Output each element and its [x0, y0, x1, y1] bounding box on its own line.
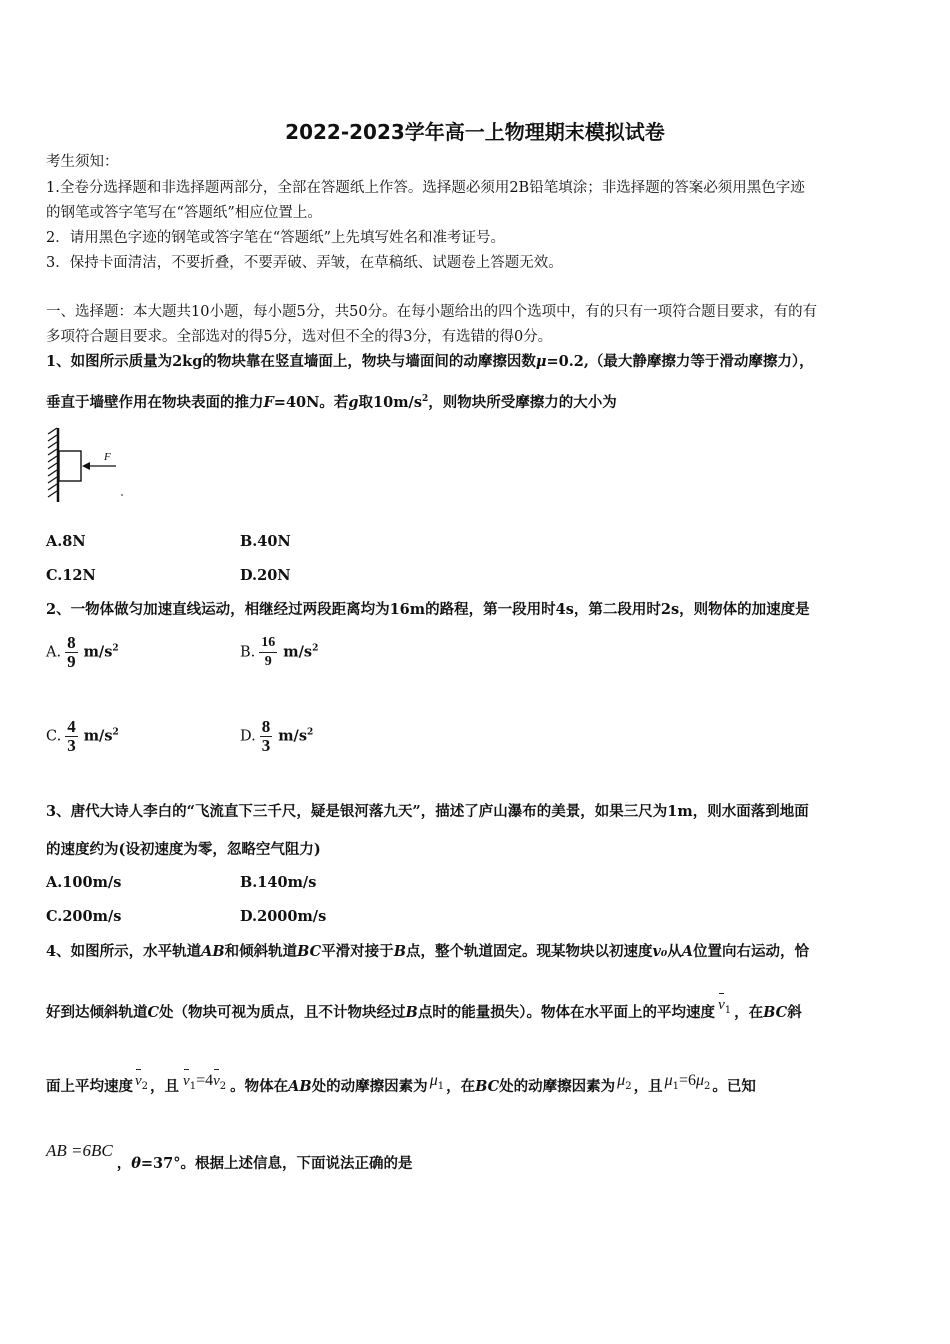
q4-text: 点，整个轨道固定。现某物块以初速度 — [405, 943, 653, 960]
q4-c: C — [147, 1004, 160, 1021]
subscript: 2 — [625, 1080, 632, 1092]
numerator: 16 — [259, 634, 277, 653]
q4-text: 处的动摩擦因素为 — [311, 1078, 428, 1095]
unit-superscript: 2 — [312, 643, 319, 654]
page-title: 2022-2023学年高一上物理期末模拟试卷 — [285, 120, 665, 144]
q4-text: 位置向右运动，恰 — [693, 943, 809, 960]
q4-bc: BC — [297, 943, 322, 960]
force-arrow-head — [82, 462, 90, 470]
q4-b: B — [405, 1004, 418, 1021]
q4-a: A — [681, 943, 693, 960]
equation-op: =6 — [678, 1072, 697, 1089]
q1-stem-line2 — [46, 389, 908, 413]
q1-text: ，则物块所受摩擦力的大小为 — [428, 393, 617, 411]
q4-text: 处（物块可视为质点，且不计物块经过 — [159, 1004, 406, 1021]
option-letter: C. — [46, 728, 62, 745]
numerator: 8 — [261, 717, 271, 736]
subscript: 2 — [704, 1080, 711, 1092]
unit-superscript: 2 — [112, 643, 119, 654]
unit: m/s — [278, 727, 308, 745]
mu-symbol: μ — [617, 1072, 626, 1089]
section-1-intro: 一、选择题：本大题共10小题，每小题5分，共50分。在每小题给出的四个选项中，有的只有一项符合题目要求，有的有 — [46, 304, 818, 320]
q2-stem: 2、一物体做匀加速直线运动，相继经过两段距离均为16m的路程，第一段用时4s，第二段用时2s，则物体的加速度是 — [46, 601, 810, 618]
q1-stem-line1 — [46, 352, 908, 372]
q4-text: 。已知 — [712, 1078, 756, 1095]
fraction — [65, 634, 78, 671]
unit: m/s — [83, 727, 113, 745]
unit: m/s — [283, 643, 313, 661]
denominator: 3 — [261, 736, 271, 755]
q4-text: 点时的能量损失）。物体在水平面上的平均速度 — [417, 1004, 716, 1021]
q4-bc: BC — [475, 1078, 500, 1095]
equation-op: =4 — [196, 1072, 214, 1089]
v-bar: v — [135, 1073, 142, 1089]
option-letter: D. — [240, 728, 256, 745]
q4-text: 。物体在 — [230, 1078, 289, 1095]
numerator: 8 — [67, 633, 76, 652]
q1-text: =40N。若 — [273, 393, 349, 411]
q1-mu: μ — [535, 353, 547, 370]
subscript: 1 — [724, 1004, 732, 1016]
length-equation: AB =6BC — [46, 1141, 113, 1160]
q3-option-b: B.140m/s — [240, 874, 317, 891]
notice-item-2: 2．请用黑色字迹的钢笔或答字笔在“答题纸”上先填写姓名和准考证号。 — [46, 230, 506, 246]
q4-text: 斜 — [787, 1004, 802, 1021]
option-letter: A. — [46, 644, 62, 661]
q4-text: ，在 — [446, 1078, 476, 1095]
q4-text: 从 — [667, 943, 682, 960]
q1-text: 取10m/s — [358, 393, 423, 411]
subscript: 1 — [672, 1080, 679, 1092]
q2-option-a — [46, 634, 119, 671]
subscript: 2 — [141, 1080, 149, 1092]
q4-stem-line4 — [46, 1141, 908, 1174]
q4-text: 4、如图所示，水平轨道 — [46, 943, 202, 960]
wall-hatching — [48, 428, 57, 497]
notice-item-1-cont: 的钢笔或答字笔写在“答题纸”相应位置上。 — [46, 205, 322, 221]
q3-option-a: A.100m/s — [46, 874, 122, 891]
notice-heading: 考生须知： — [46, 154, 119, 170]
q1-text: 1、如图所示质量为2kg的物块靠在竖直墙面上，物块与墙面间的动摩擦因数 — [46, 353, 536, 370]
notice-item-1: 1.全卷分选择题和非选择题两部分，全部在答题纸上作答。选择题必须用2B铅笔填涂；非选择题的答案必须用黑色字迹 — [46, 180, 805, 196]
force-label: F — [104, 451, 111, 463]
theta-symbol: θ — [131, 1155, 141, 1172]
q4-stem-line2 — [46, 997, 908, 1029]
q3-option-d: D.2000m/s — [240, 908, 327, 925]
q4-text: 好到达倾斜轨道 — [46, 1004, 148, 1021]
unit-superscript: 2 — [112, 727, 119, 738]
option-letter: B. — [240, 644, 256, 661]
q4-text: ，且 — [633, 1078, 663, 1095]
q1-option-d: D.20N — [240, 567, 291, 584]
section-1-intro-cont: 多项符合题目要求。全部选对的得5分，选对但不全的得3分，有选错的得0分。 — [46, 329, 553, 345]
q3-option-c: C.200m/s — [46, 908, 122, 925]
fraction — [260, 718, 273, 755]
v-bar: v — [718, 997, 725, 1013]
q1-wall-block-figure — [40, 424, 135, 504]
q1-option-a: A.8N — [46, 533, 86, 550]
q3-stem-line1: 3、唐代大诗人李白的“飞流直下三千尺，疑是银河落九天”，描述了庐山瀑布的美景，如果三尺为1m，则水面落到地面 — [46, 803, 809, 820]
mu-symbol: μ — [429, 1072, 438, 1089]
v-bar: v — [213, 1073, 220, 1089]
subscript: 2 — [219, 1080, 227, 1092]
unit: m/s — [83, 643, 113, 661]
q1-text: =0.2,（最大静摩擦力等于滑动摩擦力）， — [546, 353, 814, 370]
q2-option-b — [240, 634, 318, 671]
q4-text: 平滑对接于 — [321, 943, 394, 960]
denominator: 9 — [67, 652, 76, 671]
q4-v0: v₀ — [652, 943, 668, 960]
mu-symbol: μ — [696, 1072, 705, 1089]
denominator: 3 — [67, 736, 76, 755]
q4-text: ，在 — [734, 1004, 764, 1021]
subscript: 1 — [437, 1080, 445, 1092]
numerator: 4 — [67, 717, 76, 736]
q4-text: 和倾斜轨道 — [224, 943, 298, 960]
q4-text: 处的动摩擦因素为 — [499, 1078, 616, 1095]
subscript: 1 — [189, 1080, 197, 1092]
unit-superscript: 2 — [307, 727, 314, 738]
denominator: 9 — [264, 654, 272, 669]
q4-text: =37°。根据上述信息，下面说法正确的是 — [140, 1155, 413, 1172]
q1-option-c: C.12N — [46, 567, 96, 584]
q4-ab: AB — [288, 1078, 312, 1095]
q1-force-symbol: F — [263, 393, 274, 411]
q1-text: 垂直于墙壁作用在物块表面的推力 — [46, 393, 264, 411]
q4-text: ， — [116, 1155, 132, 1172]
q4-text: ，且 — [150, 1078, 180, 1095]
q4-bc: BC — [763, 1004, 788, 1021]
q4-stem-line3 — [46, 1072, 908, 1103]
q4-stem-line1 — [46, 942, 908, 962]
v-bar: v — [183, 1073, 190, 1089]
velocity-equation — [183, 1072, 227, 1092]
q1-g-symbol: g — [348, 393, 359, 411]
figure-dot — [121, 494, 123, 496]
fraction — [65, 718, 78, 755]
q2-option-c — [46, 718, 119, 755]
friction-equation — [664, 1072, 711, 1092]
q4-text: 面上平均速度 — [46, 1078, 133, 1095]
q4-b: B — [393, 943, 406, 960]
notice-item-3: 3．保持卡面清洁，不要折叠，不要弄破、弄皱，在草稿纸、试题卷上答题无效。 — [46, 255, 563, 271]
fraction — [259, 634, 277, 671]
q1-option-b: B.40N — [240, 533, 291, 550]
q1-superscript: 2 — [422, 394, 429, 404]
block-rect — [59, 451, 81, 481]
q2-option-d — [240, 718, 313, 755]
mu-symbol: μ — [664, 1072, 673, 1089]
q4-ab: AB — [201, 943, 225, 960]
q3-stem-line2: 的速度约为(设初速度为零，忽略空气阻力) — [46, 841, 321, 858]
